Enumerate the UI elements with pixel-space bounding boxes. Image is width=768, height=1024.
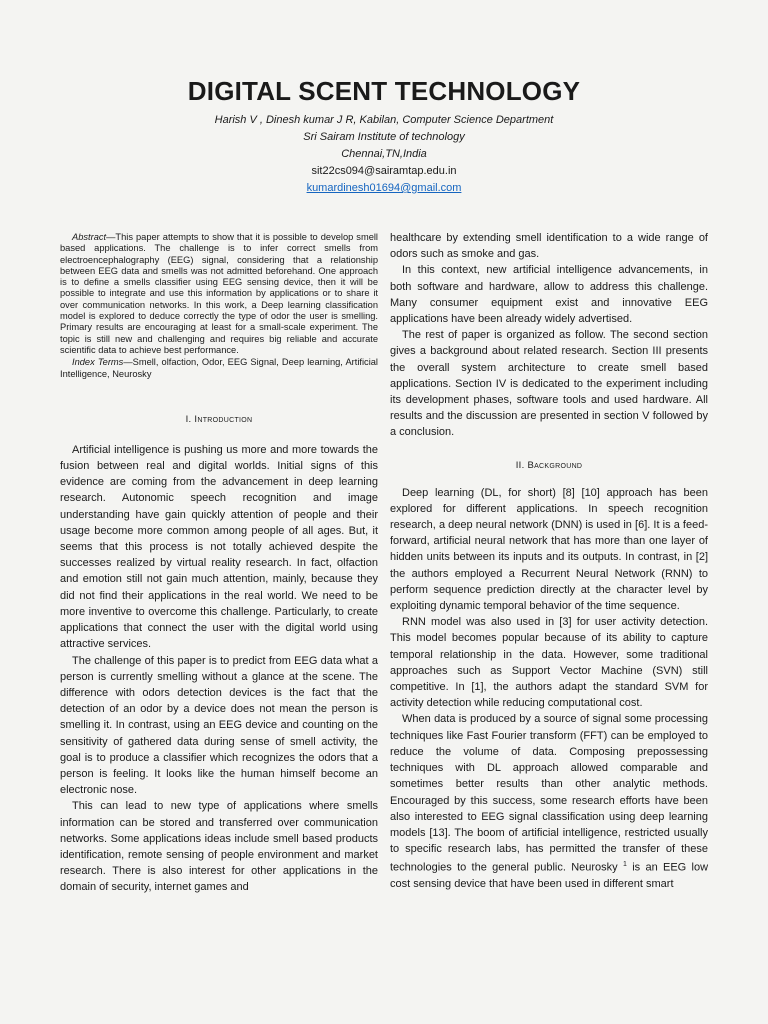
abstract xyxy=(60,232,378,380)
institution: Sri Sairam Institute of technology xyxy=(303,131,465,143)
right-column xyxy=(390,230,708,892)
paragraph: healthcare by extending smell identification to a wide range of odors such as smoke and gas. xyxy=(390,232,708,261)
email-address: sit22cs094@sairamtap.edu.in xyxy=(311,165,457,177)
author-line: Harish V , Dinesh kumar J R, Kabilan, Computer Science Department xyxy=(214,114,554,126)
paragraph: RNN model was also used in [3] for user activity detection. This model becomes popular because of its ability to capture temporal relationship in the data. However, some traditional approaches such as Support Vector Machine (SVN) still competitive. In [1], the authors adapt the standard SVM for activity detection while reducing computational cost. xyxy=(390,616,708,710)
paragraph: The rest of paper is organized as follow. The second section gives a background about related research. Section III presents the overall system architecture to create smell based applications. Section IV is dedicated to the experiment including its development phases, software tools and used hardware. All results and the discussion are presented in section V followed by a conclusion. xyxy=(390,329,708,439)
introduction-body xyxy=(60,442,378,896)
footnote-marker: 1 xyxy=(623,861,627,869)
paragraph-text: is an EEG low cost sensing device that have been used in different smart xyxy=(390,861,709,891)
location: Chennai,TN,India xyxy=(341,148,427,160)
introduction-continued xyxy=(390,230,708,441)
paragraph: In this context, new artificial intelligence advancements, in both software and hardware, allow to address this challenge. Many consumer equipment exist and innovative EEG applications have been already widely advertised. xyxy=(390,264,708,326)
section-heading-background: II. Background xyxy=(515,459,583,471)
abstract-label: Abstract xyxy=(72,232,107,242)
paragraph: Artificial intelligence is pushing us more and more towards the fusion between real and digital worlds. Initial signs of this evidence are coming from the advancement in deep learning research. Autonomic speech recognition and image understanding have gain quickly attention of people and their usage become more common among people of all ages. But, it seems that this process is not totally achieved despite the successes realized by virtual reality research. In fact, olfaction and emotion still not gain much attention, mainly, because they did not find their applications in the real world. We need to be more inventive to overcome this challenge. Particularly, to create applications that connect the user with the digital world using attractive services. xyxy=(60,443,378,651)
paper-title: DIGITAL SCENT TECHNOLOGY xyxy=(187,76,581,106)
paragraph: This can lead to new type of applications where smells information can be stored and transferred over communication networks. Some applications ideas include smell based products identification, remote sensing of people environment and market research. There is also interest for other applications in the domain of security, internet games and xyxy=(60,800,378,894)
paragraph xyxy=(390,711,708,892)
paragraph: Deep learning (DL, for short) [8] [10] approach has been explored for different applications. In speech recognition research, a deep neural network (DNN) is used in [6]. It is a feed-forward, artificial neural network that has more than one layer of hidden units between its inputs and its outputs. In contrast, in [2] the authors employed a Recurrent Neural Network (RNN) to perform sequence prediction directly at the character level by exploiting dynamic temporal behavior of the time sequence. xyxy=(390,486,708,613)
left-column xyxy=(60,232,378,896)
abstract-text: —This paper attempts to show that it is possible to develop smell based applications. The challenge is to infer correct smells from electroencephalography (EEG) signal, considering that a relationship between EEG data and smells was not admitted beforehand. One approach is to define a smells classifier using EEG sensing device, then it will be possible to integrate and use this information by applications or to share it over communication networks. In this work, a Deep learning classification model is explored to deduce correctly the type of odor the user is smelling. Primary results are encouraging at least for a small-scale experiment. The topic is still new and challenging and requires big reliable and accurate scientific data to achieve best performance. xyxy=(60,232,378,355)
index-terms-label: Index Terms xyxy=(72,357,124,368)
email-link[interactable]: kumardinesh01694@gmail.com xyxy=(306,182,462,194)
paragraph: The challenge of this paper is to predict from EEG data what a person is currently smelling without a glance at the scene. The difference with odors detection devices is the fact that the detection of an odor by a device does not mean the person is smelling it. In contrast, using an EEG device and counting on the sensitivity of gathered data during sense of smell activity, the goal is to produce a classifier which recognizes the odors that a person is feeling. It looks like the human himself become an electronic nose. xyxy=(60,654,378,797)
index-terms-text: —Smell, olfaction, Odor, EEG Signal, Deep learning, Artificial Intelligence, Neurosky xyxy=(60,357,379,379)
section-heading-introduction: I. Introduction xyxy=(185,413,253,425)
background-body xyxy=(390,485,708,893)
paragraph-text: When data is produced by a source of signal some processing techniques like Fast Fourier transform (FFT) can be employed to reduce the volume of data. Composing prepossessing techniques with DL approach allowed comparable and sometimes better results than other analytic methods. Encouraged by this success, some research efforts have been also interested to EEG signal classification using deep learning models [13]. The boom of artificial intelligence, restricted usually to specific research labs, has permitted the transfer of these technologies to the general public. Neurosky xyxy=(390,713,708,874)
